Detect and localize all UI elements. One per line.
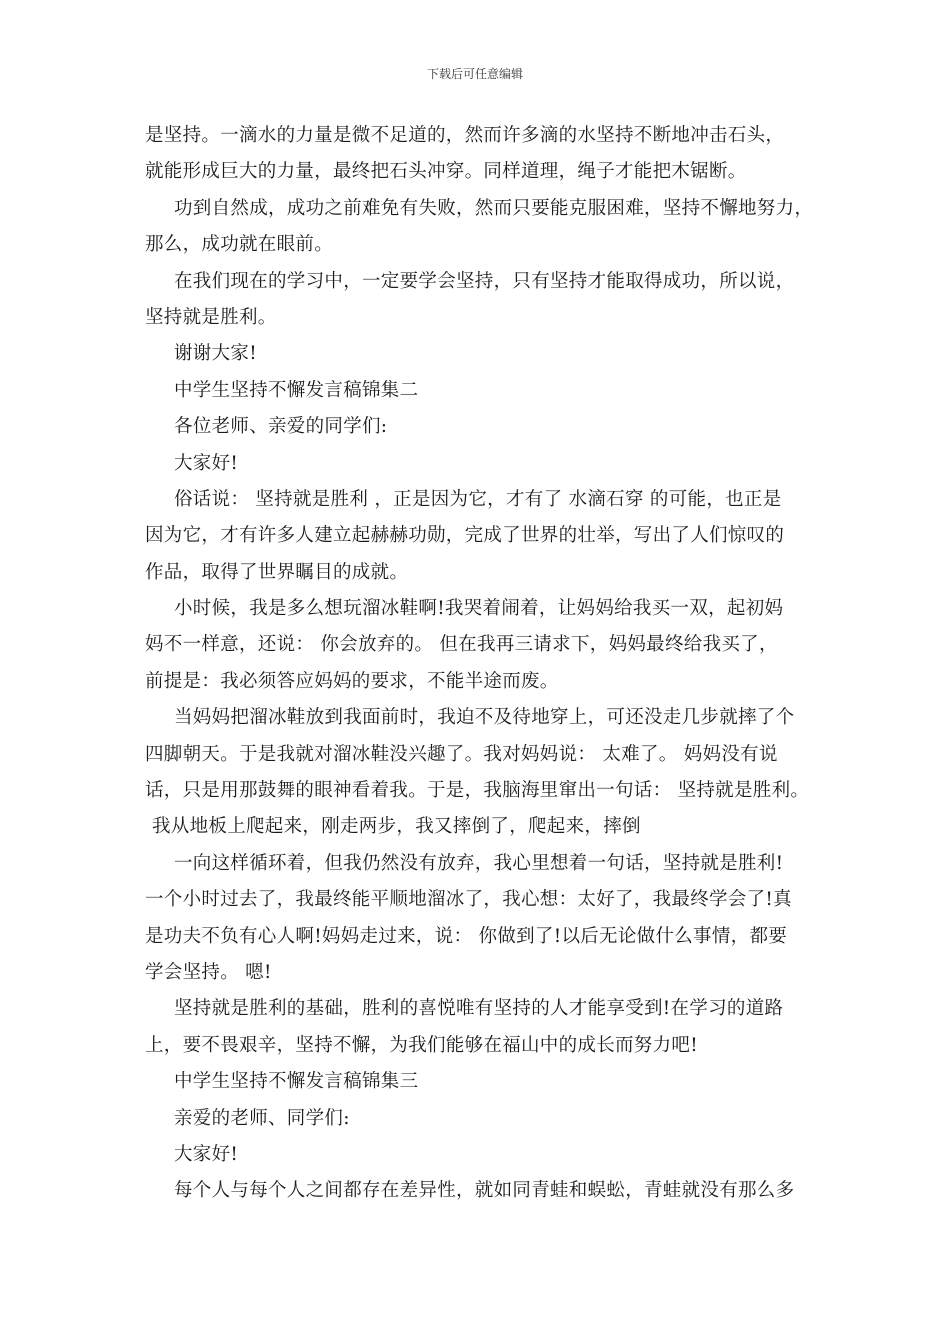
- text-line: 一个小时过去了，我最终能平顺地溜冰了，我心想：太好了，我最终学会了!真: [145, 889, 792, 911]
- text-line: 四脚朝天。于是我就对溜冰鞋没兴趣了。我对妈妈说： 太难了。 妈妈没有说: [145, 743, 778, 765]
- section-heading: 中学生坚持不懈发言稿锦集二: [174, 379, 419, 401]
- text-line: 是功夫不负有心人啊!妈妈走过来，说： 你做到了!以后无论做什么事情，都要: [145, 925, 788, 947]
- text-line: 在我们现在的学习中，一定要学会坚持，只有坚持才能取得成功，所以说，: [174, 270, 795, 292]
- text-line: 谢谢大家!: [174, 343, 257, 365]
- text-line: 话，只是用那鼓舞的眼神看着我。于是，我脑海里窜出一句话： 坚持就是胜利。: [145, 780, 810, 802]
- section-heading: 中学生坚持不懈发言稿锦集三: [174, 1071, 419, 1093]
- text-line: 当妈妈把溜冰鞋放到我面前时，我迫不及待地穿上，可还没走几步就摔了个: [174, 707, 795, 729]
- text-line: 上，要不畏艰辛，坚持不懈，为我们能够在福山中的成长而努力吧!: [145, 1034, 698, 1056]
- text-line: 每个人与每个人之间都存在差异性，就如同青蛙和蜈蚣，青蛙就没有那么多: [174, 1180, 795, 1202]
- text-line: 那么，成功就在眼前。: [145, 234, 334, 256]
- text-line: 我从地板上爬起来，刚走两步，我又摔倒了，爬起来，摔倒: [152, 816, 641, 838]
- greeting-line: 大家好!: [174, 452, 239, 474]
- text-line: 妈不一样意，还说： 你会放弃的。 但在我再三请求下，妈妈最终给我买了，: [145, 634, 778, 656]
- page-header: 下载后可任意编辑: [426, 67, 523, 81]
- text-line: 小时候，我是多么想玩溜冰鞋啊!我哭着闹着，让妈妈给我买一双，起初妈: [174, 598, 784, 620]
- text-line: 是坚持。一滴水的力量是微不足道的，然而许多滴的水坚持不断地冲击石头，: [145, 125, 785, 146]
- greeting-line: 大家好!: [174, 1143, 239, 1165]
- text-line: 就能形成巨大的力量，最终把石头冲穿。同样道理，绳子才能把木锯断。: [145, 161, 747, 183]
- text-line: 坚持就是胜利。: [145, 306, 277, 328]
- text-line: 坚持就是胜利的基础，胜利的喜悦唯有坚持的人才能享受到!在学习的道路: [174, 998, 784, 1020]
- document-body: [145, 118, 825, 1210]
- text-line: 作品，取得了世界瞩目的成就。: [145, 561, 409, 583]
- greeting-line: 各位老师、亲爱的同学们:: [174, 416, 388, 438]
- text-line: 学会坚持。 嗯!: [145, 961, 272, 983]
- text-line: 一向这样循环着，但我仍然没有放弃，我心里想着一句话，坚持就是胜利!: [174, 852, 784, 874]
- text-line: 俗话说： 坚持就是胜利 ，正是因为它，才有了 水滴石穿 的可能，也正是: [174, 488, 782, 510]
- text-line: 前提是：我必须答应妈妈的要求，不能半途而废。: [145, 670, 559, 692]
- greeting-line: 亲爱的老师、同学们:: [174, 1107, 350, 1129]
- text-line: 功到自然成，成功之前难免有失败，然而只要能克服困难，坚持不懈地努力，: [174, 197, 814, 219]
- text-line: 因为它，才有许多人建立起赫赫功勋，完成了世界的壮举，写出了人们惊叹的: [145, 525, 785, 547]
